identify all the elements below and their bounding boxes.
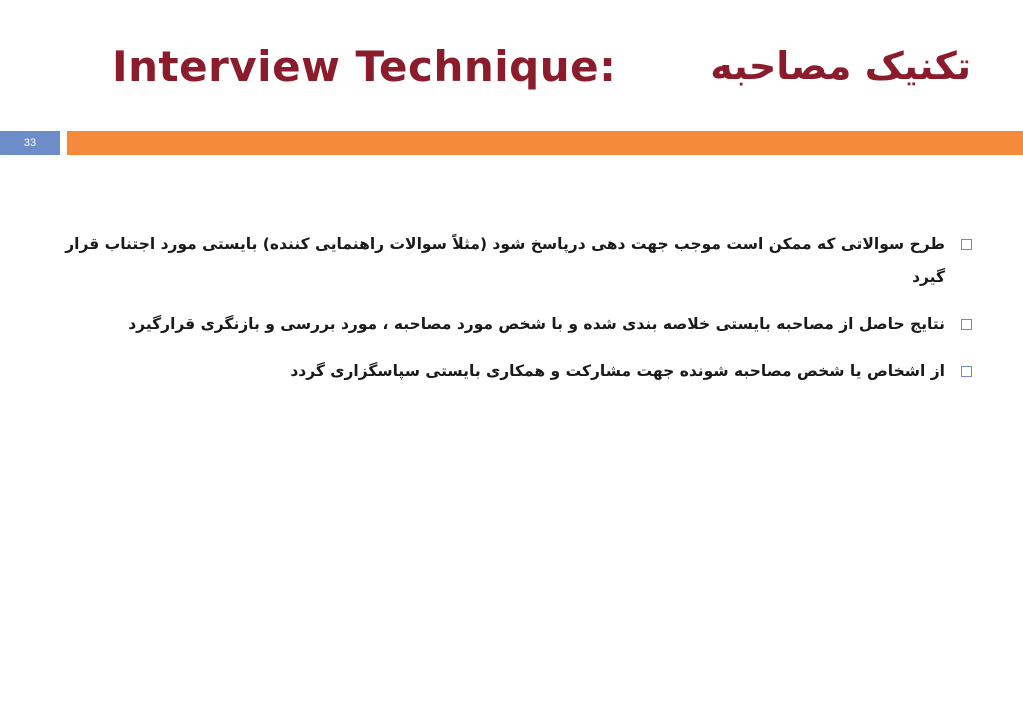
bullet-list [56,228,974,402]
slide-title-persian: تکنیک مصاحبه [710,44,971,88]
bullet-text: طرح سوالاتی که ممکن است موجب جهت دهی درپاسخ شود (مثلاً سوالات راهنمایی کننده) بایستی مورد اجتناب قرار گیرد [65,235,945,286]
list-item [56,308,974,341]
list-item [56,355,974,388]
list-item [56,228,974,294]
hollow-square-bullet-icon [961,239,972,250]
bullet-text: نتایج حاصل از مصاحبه بایستی خلاصه بندی شده و با شخص مورد مصاحبه ، مورد بررسی و بازنگری قرارگیرد [128,315,945,333]
page-number-badge: 33 [0,131,60,155]
bullet-text: از اشخاص یا شخص مصاحبه شونده جهت مشارکت و همکاری بایستی سپاسگزاری گردد [290,362,945,380]
accent-bar [67,131,1023,155]
title-row [0,36,1023,116]
slide-title-english: Interview Technique: [112,42,617,91]
hollow-square-bullet-icon [961,366,972,377]
hollow-square-bullet-icon [961,319,972,330]
